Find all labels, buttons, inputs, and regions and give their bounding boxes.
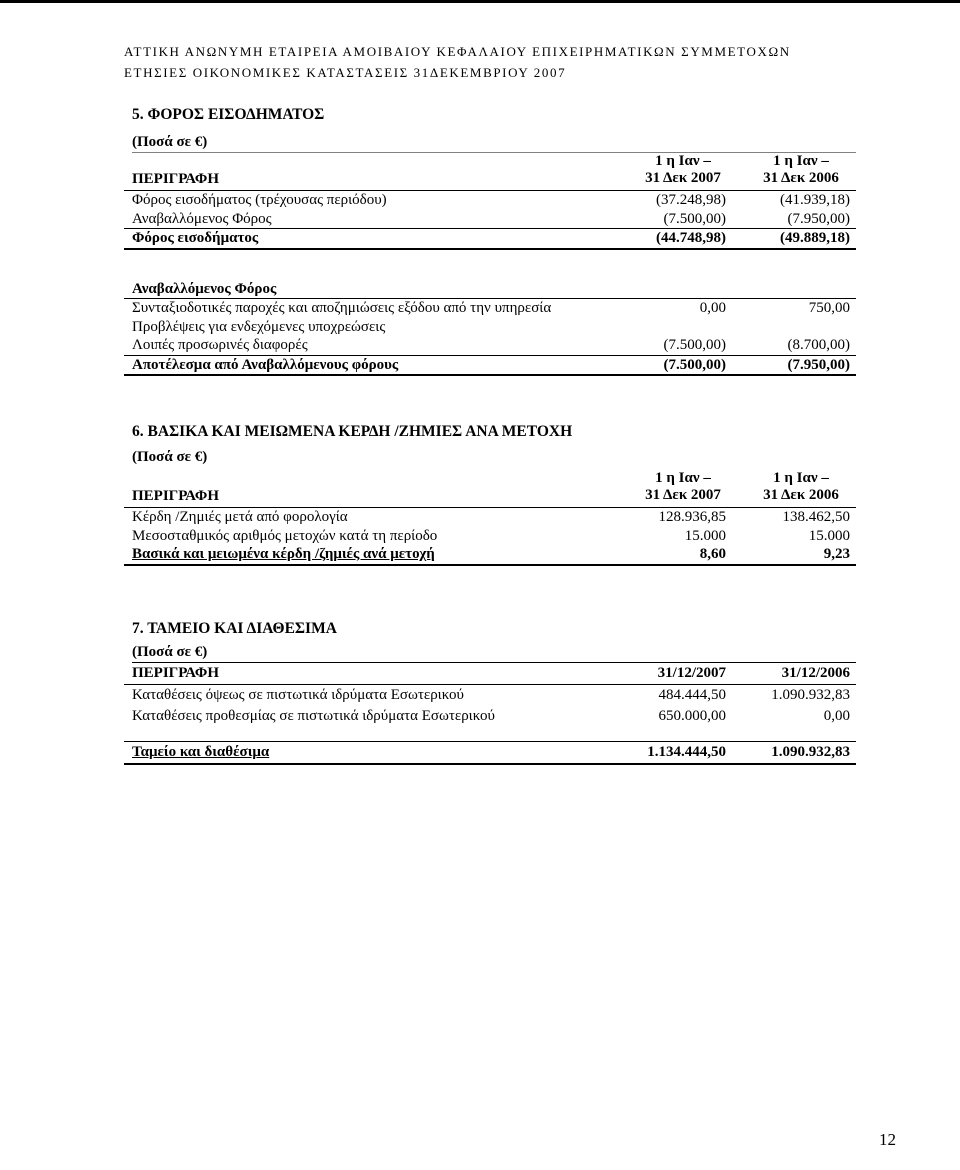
row-value-2006: 0,00 — [823, 708, 850, 724]
row-value-2006: (8.700,00) — [787, 337, 850, 353]
row-label: Αναβαλλόμενος Φόρος — [132, 210, 272, 227]
row-value-2006: (7.950,00) — [787, 210, 850, 227]
column-2006 — [746, 153, 856, 187]
total-value-2006: 9,23 — [823, 546, 850, 562]
column-2006-top: 1 η Ιαν – — [773, 153, 829, 169]
total-value-2007: 1.134.444,50 — [647, 744, 726, 760]
document-subtitle: ΕΤΗΣΙΕΣ ΟΙΚΟΝΟΜΙΚΕΣ ΚΑΤΑΣΤΑΣΕΙΣ 31ΔΕΚΕΜΒΡΙΟΥ 2007 — [124, 65, 567, 80]
row-label: Καταθέσεις όψεως σε πιστωτικά ιδρύματα Εσωτερικού — [132, 687, 464, 703]
row-label: Κέρδη /Ζημιές μετά από φορολογία — [132, 509, 348, 525]
total-value-2006: (7.950,00) — [787, 356, 850, 373]
unit-label: (Ποσά σε €) — [132, 132, 856, 153]
unit-label: (Ποσά σε €) — [132, 642, 856, 663]
column-2006-bottom: 31 Δεκ 2006 — [763, 487, 839, 503]
column-2007-bottom: 31 Δεκ 2007 — [645, 170, 721, 186]
section-cash — [124, 618, 856, 765]
column-header — [124, 663, 856, 685]
row-label: Συνταξιοδοτικές παροχές και αποζημιώσεις εξόδου από την υπηρεσία — [132, 300, 552, 316]
row-label: Προβλέψεις για ενδεχόμενες υποχρεώσεις — [132, 318, 386, 335]
table-row — [124, 527, 856, 546]
table-row — [124, 299, 856, 318]
column-2007 — [628, 153, 738, 187]
total-value-2006: (49.889,18) — [780, 230, 850, 246]
unit-label: (Ποσά σε €) — [132, 449, 208, 465]
description-header: ΠΕΡΙΓΡΑΦΗ — [132, 171, 220, 187]
table-row — [124, 336, 856, 356]
total-value-2007: (44.748,98) — [656, 230, 726, 246]
row-value-2007: (7.500,00) — [663, 210, 726, 227]
total-row — [124, 356, 856, 377]
row-value-2007: (7.500,00) — [663, 337, 726, 353]
row-label: Καταθέσεις προθεσμίας σε πιστωτικά ιδρύματα Εσωτερικού — [132, 708, 495, 724]
column-2006 — [746, 470, 856, 504]
section-title: 6. ΒΑΣΙΚΑ ΚΑΙ ΜΕΙΩΜΕΝΑ ΚΕΡΔΗ /ΖΗΜΙΕΣ ΑΝΑ ΜΕΤΟΧΗ — [132, 423, 573, 440]
column-2007-top: 1 η Ιαν – — [655, 153, 711, 169]
total-value-2007: 8,60 — [699, 546, 726, 562]
row-value-2006: 15.000 — [808, 527, 850, 544]
column-2006: 31/12/2006 — [781, 665, 850, 681]
total-row — [124, 545, 856, 566]
row-label: Μεσοσταθμικός αριθμός μετοχών κατά τη περίοδο — [132, 527, 438, 544]
row-value-2007: 128.936,85 — [658, 509, 726, 525]
row-value-2007: 484.444,50 — [658, 687, 726, 703]
table-row — [124, 191, 856, 210]
section-title: 7. ΤΑΜΕΙΟ ΚΑΙ ΔΙΑΘΕΣΙΜΑ — [132, 620, 337, 637]
row-value-2007: 650.000,00 — [658, 708, 726, 724]
table-row — [124, 210, 856, 230]
description-header: ΠΕΡΙΓΡΑΦΗ — [132, 488, 220, 504]
total-row — [124, 229, 856, 250]
total-value-2006: 1.090.932,83 — [771, 744, 850, 760]
table-row — [124, 508, 856, 527]
row-label: Φόρος εισοδήματος (τρέχουσας περιόδου) — [132, 192, 387, 208]
description-header: ΠΕΡΙΓΡΑΦΗ — [132, 665, 220, 681]
row-label: Λοιπές προσωρινές διαφορές — [132, 337, 308, 353]
column-2007 — [628, 470, 738, 504]
section-earnings-per-share — [124, 421, 856, 566]
section-title: 5. ΦΟΡΟΣ ΕΙΣΟΔΗΜΑΤΟΣ — [132, 106, 325, 123]
deferred-title — [124, 280, 856, 299]
row-value-2007: 15.000 — [684, 527, 726, 544]
row-value-2006: 138.462,50 — [782, 509, 850, 525]
total-label: Φόρος εισοδήματος — [132, 230, 259, 246]
row-value-2006: (41.939,18) — [780, 192, 850, 208]
column-2006-bottom: 31 Δεκ 2006 — [763, 170, 839, 186]
column-header — [124, 153, 856, 190]
column-2006-top: 1 η Ιαν – — [773, 470, 829, 486]
column-2007-bottom: 31 Δεκ 2007 — [645, 487, 721, 503]
total-label: Ταμείο και διαθέσιμα — [132, 744, 270, 760]
section-income-tax — [124, 104, 856, 376]
column-header — [124, 467, 856, 507]
table-row — [124, 318, 856, 337]
row-value-2007: 0,00 — [699, 300, 726, 316]
total-label: Αποτέλεσμα από Αναβαλλόμενους φόρους — [132, 356, 399, 373]
column-2007-top: 1 η Ιαν – — [655, 470, 711, 486]
column-2007: 31/12/2007 — [657, 665, 726, 681]
row-value-2007: (37.248,98) — [656, 192, 726, 208]
table-row — [124, 706, 856, 727]
top-rule — [0, 0, 960, 3]
row-value-2006: 750,00 — [808, 300, 850, 316]
total-row — [124, 742, 856, 765]
deferred-title-label: Αναβαλλόμενος Φόρος — [132, 280, 277, 297]
company-header: ΑΤΤΙΚΗ ΑΝΩΝΥΜΗ ΕΤΑΙΡΕΙΑ ΑΜΟΙΒΑΙΟΥ ΚΕΦΑΛΑΙΟΥ ΕΠΙΧΕΙΡΗΜΑΤΙΚΩΝ ΣΥΜΜΕΤΟΧΩΝ — [124, 44, 791, 59]
row-value-2006: 1.090.932,83 — [771, 687, 850, 703]
page-number: 12 — [879, 1130, 896, 1149]
total-value-2007: (7.500,00) — [663, 356, 726, 373]
total-label: Βασικά και μειωμένα κέρδη /ζημιές ανά μετοχή — [132, 546, 435, 562]
table-row — [124, 685, 856, 706]
